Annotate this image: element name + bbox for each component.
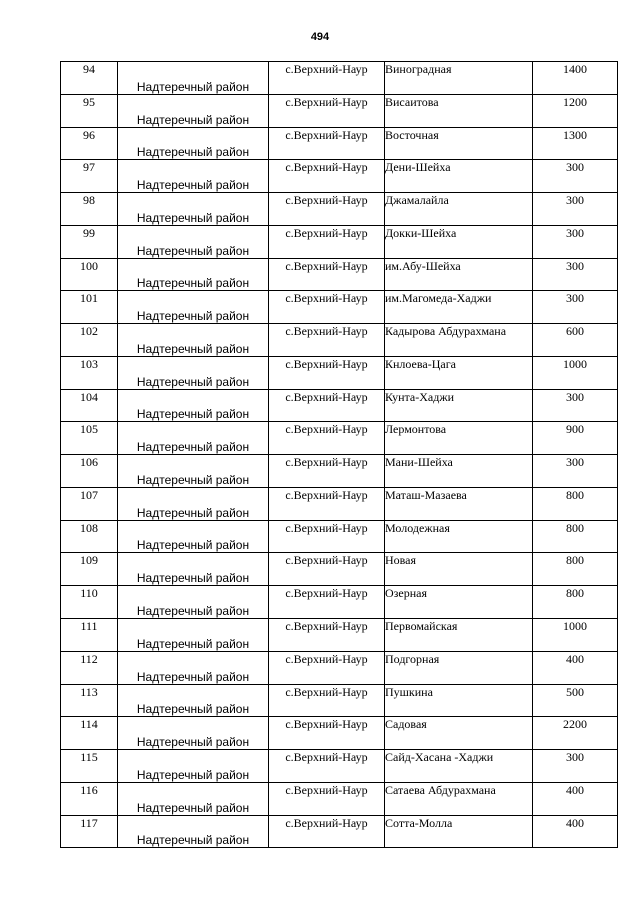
street-name-cell: Кунта-Хаджи [385, 389, 533, 422]
table-row [61, 389, 618, 422]
length-cell: 2200 [533, 717, 618, 750]
settlement-cell: с.Верхний-Наур [269, 324, 385, 357]
street-name-cell: Дени-Шейха [385, 160, 533, 193]
street-name-cell: Новая [385, 553, 533, 586]
length-cell: 300 [533, 291, 618, 324]
settlement-cell: с.Верхний-Наур [269, 291, 385, 324]
district-cell: Надтеречный район [118, 619, 269, 652]
length-cell: 1400 [533, 62, 618, 95]
row-number-cell: 105 [61, 422, 118, 455]
length-cell: 1000 [533, 619, 618, 652]
table-row [61, 487, 618, 520]
length-cell: 300 [533, 225, 618, 258]
settlement-cell: с.Верхний-Наур [269, 553, 385, 586]
settlement-cell: с.Верхний-Наур [269, 619, 385, 652]
street-name-cell: Сотта-Молла [385, 815, 533, 848]
row-number-cell: 114 [61, 717, 118, 750]
row-number-cell: 116 [61, 782, 118, 815]
table-row [61, 815, 618, 848]
row-number-cell: 94 [61, 62, 118, 95]
length-cell: 800 [533, 586, 618, 619]
row-number-cell: 108 [61, 520, 118, 553]
street-name-cell: Озерная [385, 586, 533, 619]
district-cell: Надтеречный район [118, 553, 269, 586]
row-number-cell: 95 [61, 94, 118, 127]
district-cell: Надтеречный район [118, 815, 269, 848]
settlement-cell: с.Верхний-Наур [269, 422, 385, 455]
length-cell: 500 [533, 684, 618, 717]
row-number-cell: 96 [61, 127, 118, 160]
district-cell: Надтеречный район [118, 127, 269, 160]
settlement-cell: с.Верхний-Наур [269, 258, 385, 291]
street-name-cell: Сатаева Абдурахмана [385, 782, 533, 815]
street-name-cell: Сайд-Хасана -Хаджи [385, 750, 533, 783]
district-cell: Надтеречный район [118, 684, 269, 717]
district-cell: Надтеречный район [118, 225, 269, 258]
table-row [61, 750, 618, 783]
streets-table-body [61, 62, 618, 848]
street-name-cell: Кнлоева-Цага [385, 356, 533, 389]
district-cell: Надтеречный район [118, 160, 269, 193]
page-number: 494 [310, 31, 330, 43]
settlement-cell: с.Верхний-Наур [269, 356, 385, 389]
table-row [61, 258, 618, 291]
district-cell: Надтеречный район [118, 717, 269, 750]
table-row [61, 225, 618, 258]
district-cell: Надтеречный район [118, 520, 269, 553]
table-row [61, 684, 618, 717]
row-number-cell: 102 [61, 324, 118, 357]
settlement-cell: с.Верхний-Наур [269, 487, 385, 520]
street-name-cell: им.Абу-Шейха [385, 258, 533, 291]
length-cell: 400 [533, 815, 618, 848]
street-name-cell: Подгорная [385, 651, 533, 684]
length-cell: 300 [533, 160, 618, 193]
row-number-cell: 113 [61, 684, 118, 717]
row-number-cell: 107 [61, 487, 118, 520]
street-name-cell: Кадырова Абдурахмана [385, 324, 533, 357]
table-row [61, 62, 618, 95]
table-row [61, 455, 618, 488]
district-cell: Надтеречный район [118, 62, 269, 95]
length-cell: 1000 [533, 356, 618, 389]
settlement-cell: с.Верхний-Наур [269, 586, 385, 619]
settlement-cell: с.Верхний-Наур [269, 520, 385, 553]
settlement-cell: с.Верхний-Наур [269, 815, 385, 848]
settlement-cell: с.Верхний-Наур [269, 389, 385, 422]
street-name-cell: Молодежная [385, 520, 533, 553]
district-cell: Надтеречный район [118, 193, 269, 226]
row-number-cell: 110 [61, 586, 118, 619]
row-number-cell: 103 [61, 356, 118, 389]
length-cell: 300 [533, 750, 618, 783]
settlement-cell: с.Верхний-Наур [269, 225, 385, 258]
row-number-cell: 115 [61, 750, 118, 783]
table-row [61, 782, 618, 815]
street-name-cell: им.Магомеда-Хаджи [385, 291, 533, 324]
settlement-cell: с.Верхний-Наур [269, 717, 385, 750]
table-row [61, 651, 618, 684]
row-number-cell: 117 [61, 815, 118, 848]
district-cell: Надтеречный район [118, 356, 269, 389]
length-cell: 300 [533, 389, 618, 422]
street-name-cell: Виноградная [385, 62, 533, 95]
district-cell: Надтеречный район [118, 782, 269, 815]
district-cell: Надтеречный район [118, 455, 269, 488]
street-name-cell: Докки-Шейха [385, 225, 533, 258]
length-cell: 800 [533, 520, 618, 553]
district-cell: Надтеречный район [118, 651, 269, 684]
table-row [61, 160, 618, 193]
settlement-cell: с.Верхний-Наур [269, 455, 385, 488]
table-row [61, 127, 618, 160]
district-cell: Надтеречный район [118, 291, 269, 324]
table-row [61, 422, 618, 455]
settlement-cell: с.Верхний-Наур [269, 193, 385, 226]
settlement-cell: с.Верхний-Наур [269, 94, 385, 127]
street-name-cell: Маташ-Мазаева [385, 487, 533, 520]
table-row [61, 520, 618, 553]
row-number-cell: 109 [61, 553, 118, 586]
street-name-cell: Лермонтова [385, 422, 533, 455]
length-cell: 300 [533, 455, 618, 488]
settlement-cell: с.Верхний-Наур [269, 651, 385, 684]
street-name-cell: Джамалайла [385, 193, 533, 226]
table-row [61, 193, 618, 226]
street-name-cell: Восточная [385, 127, 533, 160]
row-number-cell: 104 [61, 389, 118, 422]
street-name-cell: Мани-Шейха [385, 455, 533, 488]
district-cell: Надтеречный район [118, 258, 269, 291]
length-cell: 900 [533, 422, 618, 455]
row-number-cell: 100 [61, 258, 118, 291]
length-cell: 1200 [533, 94, 618, 127]
settlement-cell: с.Верхний-Наур [269, 684, 385, 717]
length-cell: 800 [533, 487, 618, 520]
length-cell: 400 [533, 782, 618, 815]
length-cell: 800 [533, 553, 618, 586]
table-row [61, 324, 618, 357]
length-cell: 600 [533, 324, 618, 357]
settlement-cell: с.Верхний-Наур [269, 160, 385, 193]
row-number-cell: 111 [61, 619, 118, 652]
street-name-cell: Садовая [385, 717, 533, 750]
street-name-cell: Пушкина [385, 684, 533, 717]
row-number-cell: 97 [61, 160, 118, 193]
row-number-cell: 98 [61, 193, 118, 226]
district-cell: Надтеречный район [118, 586, 269, 619]
row-number-cell: 112 [61, 651, 118, 684]
table-row [61, 586, 618, 619]
length-cell: 300 [533, 193, 618, 226]
length-cell: 300 [533, 258, 618, 291]
district-cell: Надтеречный район [118, 389, 269, 422]
street-name-cell: Висаитова [385, 94, 533, 127]
district-cell: Надтеречный район [118, 487, 269, 520]
row-number-cell: 99 [61, 225, 118, 258]
row-number-cell: 106 [61, 455, 118, 488]
district-cell: Надтеречный район [118, 750, 269, 783]
table-row [61, 717, 618, 750]
table-row [61, 356, 618, 389]
settlement-cell: с.Верхний-Наур [269, 750, 385, 783]
length-cell: 400 [533, 651, 618, 684]
table-row [61, 619, 618, 652]
district-cell: Надтеречный район [118, 422, 269, 455]
length-cell: 1300 [533, 127, 618, 160]
table-row [61, 553, 618, 586]
settlement-cell: с.Верхний-Наур [269, 62, 385, 95]
district-cell: Надтеречный район [118, 94, 269, 127]
row-number-cell: 101 [61, 291, 118, 324]
settlement-cell: с.Верхний-Наур [269, 782, 385, 815]
table-row [61, 291, 618, 324]
district-cell: Надтеречный район [118, 324, 269, 357]
table-row [61, 94, 618, 127]
settlement-cell: с.Верхний-Наур [269, 127, 385, 160]
streets-table [60, 61, 618, 848]
street-name-cell: Первомайская [385, 619, 533, 652]
